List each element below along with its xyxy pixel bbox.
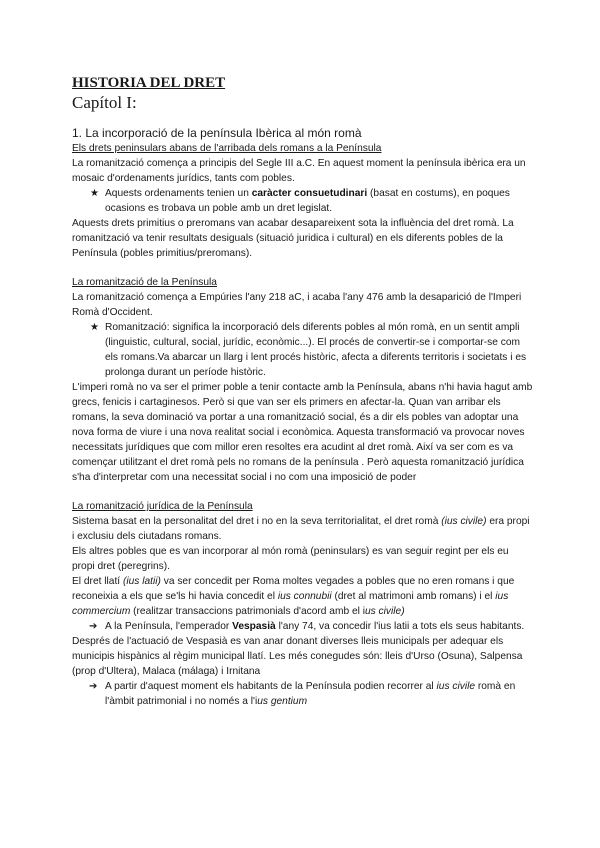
text-run: (dret al matrimoni amb romans) i el <box>331 591 496 602</box>
italic-term: ius commercium <box>72 591 509 617</box>
document-body <box>72 74 534 709</box>
text-run: (realitzar transaccions patrimonials d'acord amb el i <box>130 606 365 617</box>
arrow-right-icon: ➔ <box>89 621 98 632</box>
italic-term: ius connubii <box>277 591 332 602</box>
bullet-text: Romanització: significa la incorporació dels diferents pobles al món romà, en un sentit ampli (linguistic, cultural, social, jurídic, econòmic...). El procés de convertir-se i comportar-se com els romans.Va abarcar un llarg i lent procés històric, afecta a diferents territoris i societats i es prolonga durant un període històric. <box>105 322 527 378</box>
paragraph <box>72 574 534 619</box>
star-icon: ★ <box>90 322 99 333</box>
subheading-pre-roman-law: Els drets peninsulars abans de l'arribada dels romans a la Península <box>72 143 382 154</box>
arrow-right-icon: ➔ <box>89 681 98 692</box>
paragraph: L'imperi romà no va ser el primer poble a tenir contacte amb la Península, abans n'hi havia hagut amb grecs, fenicis i cartaginesos. Però si que van ser els primers en afectar-la. Quan van arribar els romans, la seva dominació va portar a una romanització social, és a dir els pobles van adoptar una nova forma de viure i una nova realitat social i econòmica. Aquesta transformació va provocar noves necessitats jurídiques que com millor eren resoltes era acudint al dret romà. Així va ser com es va començar utilitzant el dret romà pels no romans de la península . Però aquesta romanització jurídica s'ha d'interpretar com una necessitat social i no com una imposició de poder <box>72 382 533 483</box>
italic-term: (ius latii) <box>122 576 161 587</box>
paragraph: Aquests drets primitius o preromans van acabar desapareixent sota la influència del dret romà. La romanització va tenir resultats desiguals (situació juridica i cultural) en els diferents pobles de la Península (pobles primitius/preromans). <box>72 218 514 259</box>
bullet-text: l'any 74, va concedir l'ius latii a tots els seus habitants. <box>275 621 525 632</box>
star-icon: ★ <box>90 188 99 199</box>
bullet-text: (basat en costums), en poques ocasions es trobava un poble amb un dret legislat. <box>105 188 510 214</box>
text-run: El dret llatí <box>72 576 123 587</box>
paragraph: Els altres pobles que es van incorporar al món romà (peninsulars) es van seguir regint per els eu propi dret (peregrins). <box>72 546 509 572</box>
italic-term: ius civile <box>436 681 476 692</box>
bullet-text: A partir d'aquest moment els habitants de la Península podien recorrer al <box>105 681 437 692</box>
paragraph: La romanització comença a principis del Segle III a.C. En aquest moment la península ibèrica era un mosaic d'ordenaments jurídics, tants com pobles. <box>72 158 526 184</box>
subheading-legal-romanization: La romanització jurídica de la Península <box>72 501 253 512</box>
section-heading: 1. La incorporació de la península Ibèrica al món romà <box>72 126 362 140</box>
paragraph <box>72 514 534 544</box>
bullet-text: Aquests ordenaments tenien un <box>105 188 252 199</box>
star-bullet-item <box>72 320 534 380</box>
bullet-bold-text: Vespasià <box>232 621 276 632</box>
italic-term: us gentium <box>257 696 308 707</box>
bullet-text: A la Península, l'emperador <box>105 621 233 632</box>
arrow-bullet-item <box>72 619 534 634</box>
subheading-romanization: La romanització de la Península <box>72 277 217 288</box>
document-title: HISTORIA DEL DRET <box>72 75 226 91</box>
paragraph: Després de l'actuació de Vespasià es van anar donant diverses lleis municipals per adequar els municipis hispànics al règim municipal llatí. Les més conegudes són: lleis d'Urso (Osuna), Salpensa (prop d'Ultera), Malaca (málaga) i Irnitana <box>72 636 523 677</box>
italic-term: us civile) <box>364 606 405 617</box>
chapter-heading: Capítol I: <box>72 93 137 112</box>
text-run: va ser concedit per Roma moltes vegades a pobles que no eren romans i que reconeixia a els que se'ls hi havia concedit el <box>72 576 515 602</box>
bullet-text: romà en l'àmbit patrimonial i no només a l'i <box>105 681 516 707</box>
bullet-bold-text: caràcter consuetudinari <box>251 188 368 199</box>
italic-term: (ius civile) <box>441 516 487 527</box>
text-run: era propi i exclusiu dels ciutadans romans. <box>72 516 530 542</box>
text-run: Sistema basat en la personalitat del dret i no en la seva territorialitat, el dret romà <box>72 516 442 527</box>
paragraph: La romanització comença a Empúries l'any 218 aC, i acaba l'any 476 amb la desaparició de l'Imperi Romà d'Occident. <box>72 292 522 318</box>
arrow-bullet-item <box>72 679 534 709</box>
star-bullet-item <box>72 186 534 216</box>
